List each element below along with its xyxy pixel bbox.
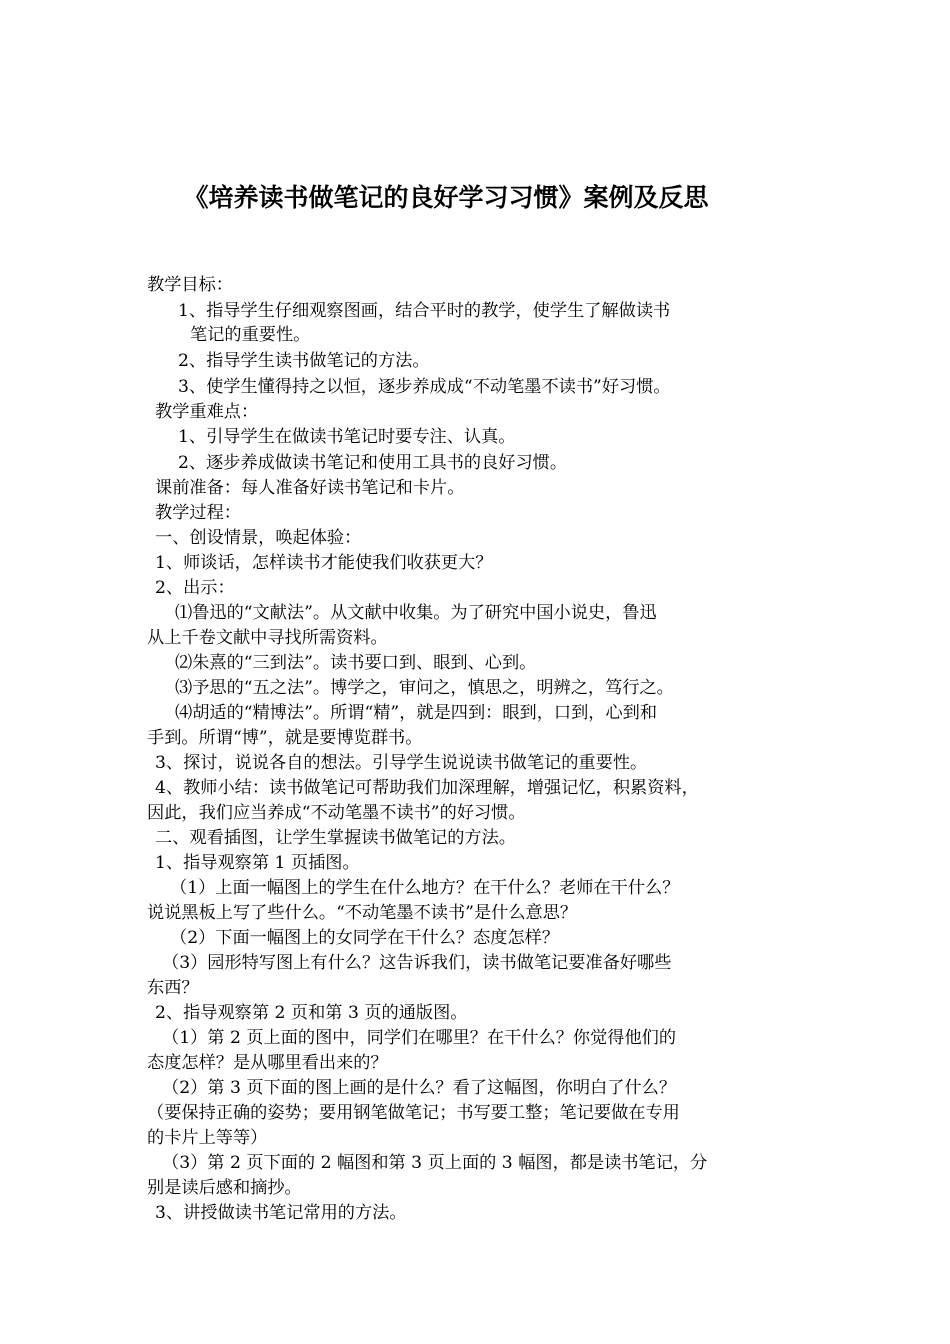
text-line: 的卡片上等等） (147, 1128, 268, 1148)
text-line: 3、使学生懂得持之以恒，逐步养成成“不动笔墨不读书”好习惯。 (178, 377, 671, 397)
text-line: 2、出示： (155, 578, 235, 598)
text-line: （2）下面一幅图上的女同学在干什么？态度怎样？ (170, 928, 560, 948)
text-line: ⑴鲁迅的“文献法”。从文献中收集。为了研究中国小说史，鲁迅 (175, 603, 657, 623)
text-line: 2、指导学生读书做笔记的方法。 (178, 351, 430, 371)
text-line: 1、指导学生仔细观察图画，结合平时的教学，使学生了解做读书 (178, 301, 671, 321)
text-line: ⑷胡适的“精博法”。所谓“精”，就是四到：眼到，口到，心到和 (175, 703, 658, 723)
text-line: （3）第 2 页下面的 2 幅图和第 3 页上面的 3 幅图，都是读书笔记，分 (162, 1153, 708, 1173)
document-title: 《培养读书做笔记的良好学习习惯》案例及反思 (183, 183, 709, 212)
text-line: （要保持正确的姿势；要用钢笔做笔记；书写要工整；笔记要做在专用 (147, 1103, 680, 1123)
text-line: 从上千卷文献中寻找所需资料。 (147, 628, 388, 648)
text-line: 4、教师小结：读书做笔记可帮助我们加深理解，增强记忆，积累资料， (155, 778, 699, 798)
text-line: 1、师谈话，怎样读书才能使我们收获更大？ (155, 553, 493, 573)
text-line: 手到。所谓“博”，就是要博览群书。 (147, 728, 423, 748)
text-line: ⑶予思的“五之法”。博学之，审问之，慎思之，明辨之，笃行之。 (175, 678, 674, 698)
text-line: 教学重难点： (155, 402, 259, 422)
text-line: （3）园形特写图上有什么？这告诉我们，读书做笔记要准备好哪些 (162, 953, 672, 973)
text-line: （1）第 2 页上面的图中，同学们在哪里？在干什么？你觉得他们的 (162, 1028, 677, 1048)
text-line: 课前准备：每人准备好读书笔记和卡片。 (155, 478, 465, 498)
text-line: ⑵朱熹的“三到法”。读书要口到、眼到、心到。 (175, 653, 537, 673)
text-line: 1、引导学生在做读书笔记时要专注、认真。 (178, 427, 516, 447)
text-line: 教学过程： (155, 503, 241, 523)
text-line: 别是读后感和摘抄。 (147, 1178, 302, 1198)
text-line: 二、观看插图，让学生掌握读书做笔记的方法。 (155, 828, 516, 848)
text-line: 3、讲授做读书笔记常用的方法。 (155, 1203, 407, 1223)
text-line: 3、探讨，说说各自的想法。引导学生说说读书做笔记的重要性。 (155, 753, 648, 773)
text-line: 1、指导观察第 1 页插图。 (155, 853, 360, 873)
text-line: （2）第 3 页下面的图上画的是什么？看了这幅图，你明白了什么？ (162, 1078, 677, 1098)
text-line: 态度怎样？是从哪里看出来的？ (147, 1053, 388, 1073)
text-line: （1）上面一幅图上的学生在什么地方？在干什么？老师在干什么？ (170, 878, 680, 898)
text-line: 说说黑板上写了些什么。“不动笔墨不读书”是什么意思？ (147, 903, 578, 923)
text-line: 2、逐步养成做读书笔记和使用工具书的良好习惯。 (178, 453, 568, 473)
text-line: 东西？ (147, 978, 199, 998)
text-line: 教学目标： (147, 275, 233, 295)
text-line: 笔记的重要性。 (190, 325, 311, 345)
text-line: 2、指导观察第 2 页和第 3 页的通版图。 (155, 1003, 468, 1023)
text-line: 一、创设情景，唤起体验： (155, 528, 362, 548)
text-line: 因此，我们应当养成“不动笔墨不读书”的好习惯。 (147, 803, 526, 823)
